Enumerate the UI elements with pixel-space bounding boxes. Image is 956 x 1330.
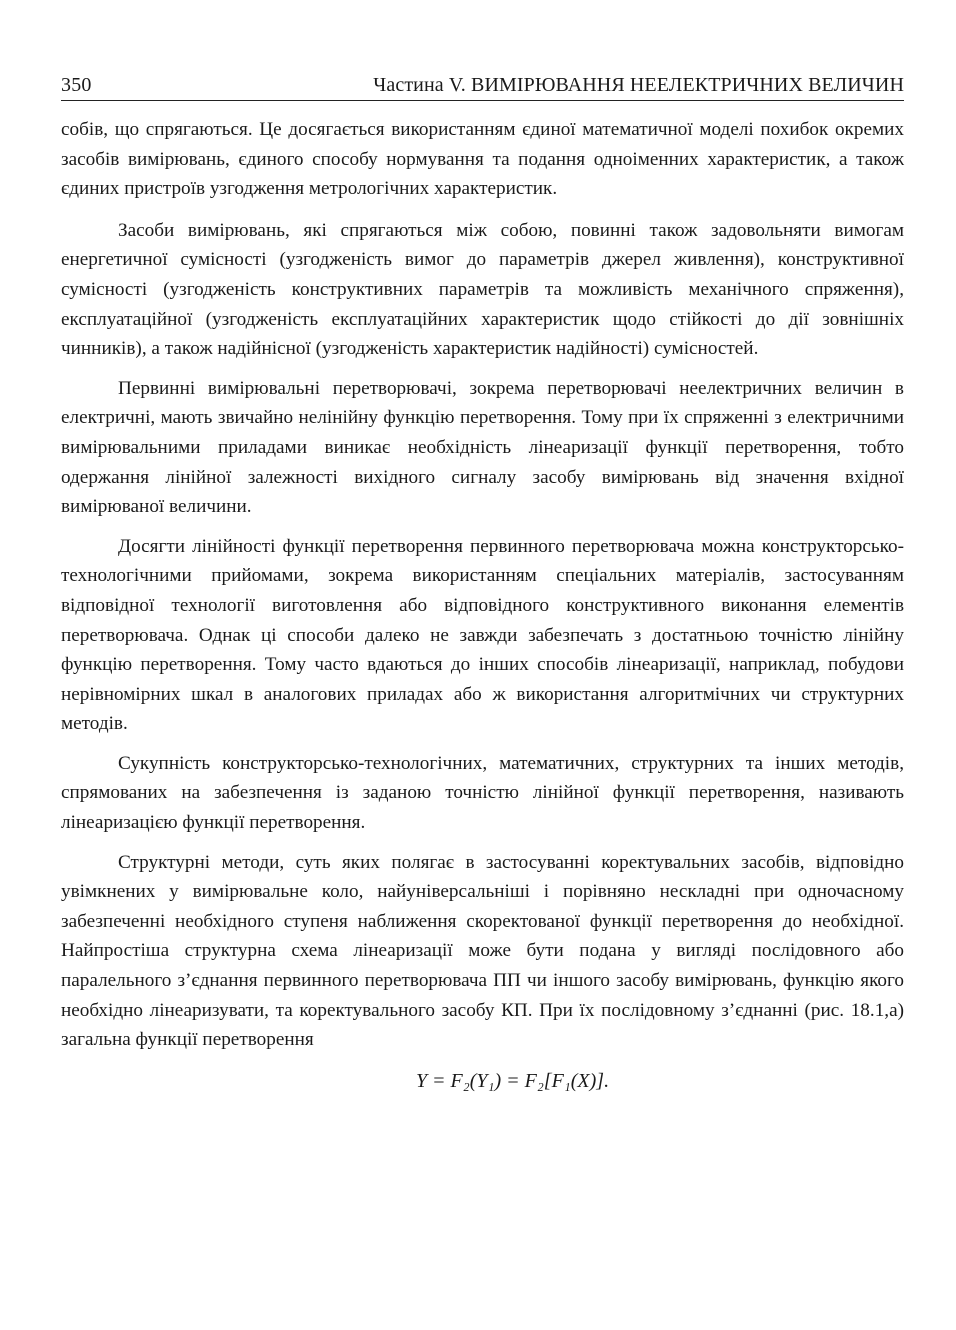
page [61,72,904,1095]
running-title: Частина V. ВИМІРЮВАННЯ НЕЕЛЕКТРИЧНИХ ВЕЛИЧИН [373,74,904,96]
page-header [61,72,904,101]
paragraph-structural-methods: Структурні методи, суть яких полягає в застосуванні коректувальних засобів, відповідно увімкнених у вимірювальне коло, найуніверсальніші і порівняно нескладні при одночасному забезпеченні необхідного ступеня наближення скоректованої функції перетворення до необхідної. Найпростіша структурна схема лінеаризації може бути подана у вигляді послідовного або паралельного з’єднання первинного перетворювача ПП чи іншого засобу вимірювань, функцію якого необхідно лінеаризувати, та коректувального засобу КП. При їх послідовному з’єднанні (рис. 18.1,а) загальна функції перетворення [61,851,904,1051]
paragraph-continuation: собів, що спрягаються. Це досягається використанням єдиної математичної моделі похибок окремих засобів вимірювань, єдиного способу нормування та подання одноіменних характеристик, а також єдиних пристроїв узгодження метрологічних характеристик. [61,119,904,200]
paragraph-linearity-methods: Досягти лінійності функції перетворення первинного перетворювача можна конструкторсько-технологічними прийомами, зокрема використанням спеціальних матеріалів, застосуванням відповідної технології виготовлення або відповідного конструктивного виконання елементів перетворювача. Однак ці способи далеко не завжди забезпечать з достатньою точністю лінійну функцію перетворення. Тому часто вдаються до інших способів лінеаризації, наприклад, побудови нерівномірних шкал в аналогових приладах або ж використання алгоритмічних чи структурних методів. [61,535,904,735]
formula: Y = F₂(Y₁) = F₂[F₁(X)]. [415,1069,610,1092]
page-number: 350 [61,74,92,96]
paragraph-primary-transducers: Первинні вимірювальні перетворювачі, зокрема перетворювачі неелектричних величин в електричні, мають звичайно нелінійну функцію перетворення. Тому при їх спряженні з електричними вимірювальними приладами виникає необхідність лінеаризації функції перетворення, тобто одержання лінійної залежності вихідного сигналу засобу вимірювань від значення вхідної вимірюваної величини. [61,377,904,518]
paragraph-linearization-definition: Сукупність конструкторсько-технологічних, математичних, структурних та інших методів, спрямованих на забезпечення із заданою точністю лінійної функції перетворення, називають лінеаризацією функції перетворення. [61,752,904,834]
body-text [61,115,904,1055]
paragraph-compatibility: Засоби вимірювань, які спрягаються між собою, повинні також задовольняти вимогам енергетичної сумісності (узгодженість вимог до параметрів джерел живлення), конструктивної сумісності (узгодженість конструктивних параметрів та можливість механічного спряження), експлуатаційної (узгодженість експлуатаційних характеристик щодо стійкості до дії зовнішніх чинників), а також надійнісної (узгодженість характеристик надійності) сумісностей. [61,219,904,360]
